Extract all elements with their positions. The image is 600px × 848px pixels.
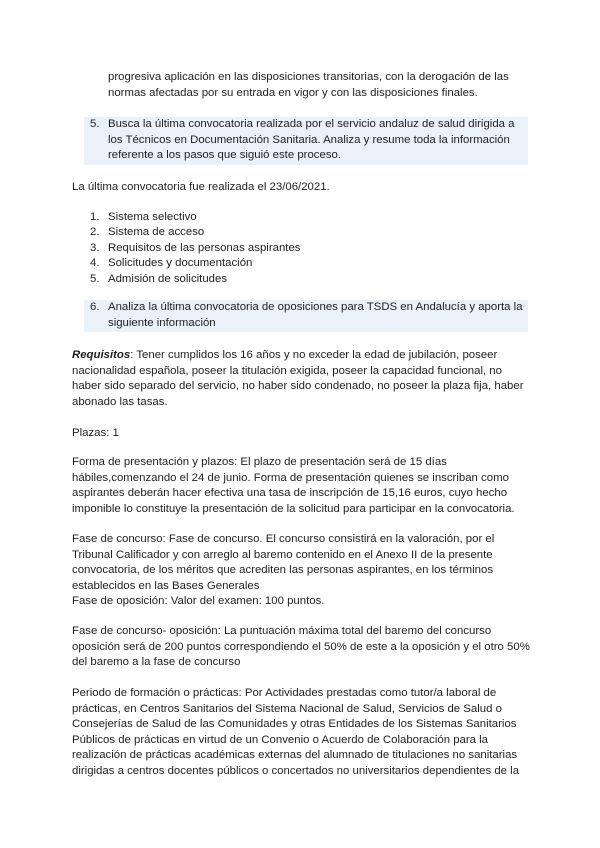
fase-concurso-oposicion: Fase de concurso- oposición: La puntuación máxima total del baremo del concurso oposición será de 200 puntos correspondiendo el 50% de este a la oposición y el otro 50% del baremo a la fase de concurso (72, 625, 530, 669)
requisitos-text: : Tener cumplidos los 16 años y no exceder la edad de jubilación, poseer nacionalidad española, poseer la titulación exigida, poseer la capacidad funcional, no haber sido separado del servicio, no haber sido condenado, no poseer la plaza fija, haber abonado las tasas. (72, 349, 524, 408)
list-item: 3. Requisitos de las personas aspirantes (90, 241, 301, 254)
plazas: Plazas: 1 (72, 427, 119, 439)
question-5-text: Busca la última convocatoria realizada por el servicio andaluz de salud dirigida a los Técnicos en Documentación Sanitaria. Analiza y resume toda la información referente a los pasos que siguió este proceso. (108, 118, 515, 162)
question-5-number: 5. (90, 118, 100, 130)
periodo-formacion: Periodo de formación o prácticas: Por Actividades prestadas como tutor/a laboral de prácticas, en Centros Sanitarios del Sistema Nacional de Salud, Servicios de Salud o Consejerías de Salud de las Comunidades y otras Entidades de los Sistemas Sanitarios Públicos de prácticas en virtud de un Convenio o Acuerdo de Colaboración para la realización de prácticas académicas externas del alumnado de titulaciones no sanitarias dirigidas a centros docentes públicos o concertados no universitarios dependientes de la (72, 687, 520, 777)
list-item: 4. Solicitudes y documentación (90, 257, 253, 270)
answer-5-intro: La última convocatoria fue realizada el 23/06/2021. (72, 181, 330, 193)
forma-presentacion: Forma de presentación y plazos: El plazo de presentación será de 15 días hábiles,comenzando el 24 de junio. Forma de presentación quienes se inscriban como aspirantes deberán hacer efectiva una tasa de inscripción de 15,16 euros, cuyo hecho imponible lo constituye la presentación de la solicitud para participar en la convocatoria. (72, 456, 515, 515)
requisitos-paragraph (72, 348, 532, 410)
list-item: 2. Sistema de acceso (90, 226, 205, 239)
question-6 (84, 300, 528, 332)
fase-concurso: Fase de concurso: Fase de concurso. El concurso consistirá en la valoración, por el Tribunal Calificador y con arreglo al baremo contenido en el Anexo II de la presente convocatoria, de los méritos que acrediten las personas aspirantes, en los términos establecidos en las Bases Generales (72, 533, 495, 592)
question-6-number: 6. (90, 301, 100, 313)
intro-continuation: progresiva aplicación en las disposiciones transitorias, con la derogación de las normas afectadas por su entrada en vigor y con las disposiciones finales. (108, 71, 509, 99)
question-6-text: Analiza la última convocatoria de oposiciones para TSDS en Andalucía y aporta la siguiente información (108, 301, 523, 329)
list-item: 1. Sistema selectivo (90, 211, 197, 223)
question-5 (84, 117, 528, 165)
steps-list (90, 210, 490, 287)
fase-oposicion: Fase de oposición: Valor del examen: 100 puntos. (72, 595, 325, 607)
requisitos-label: Requisitos (72, 349, 131, 361)
list-item: 5. Admisión de solicitudes (90, 272, 228, 285)
